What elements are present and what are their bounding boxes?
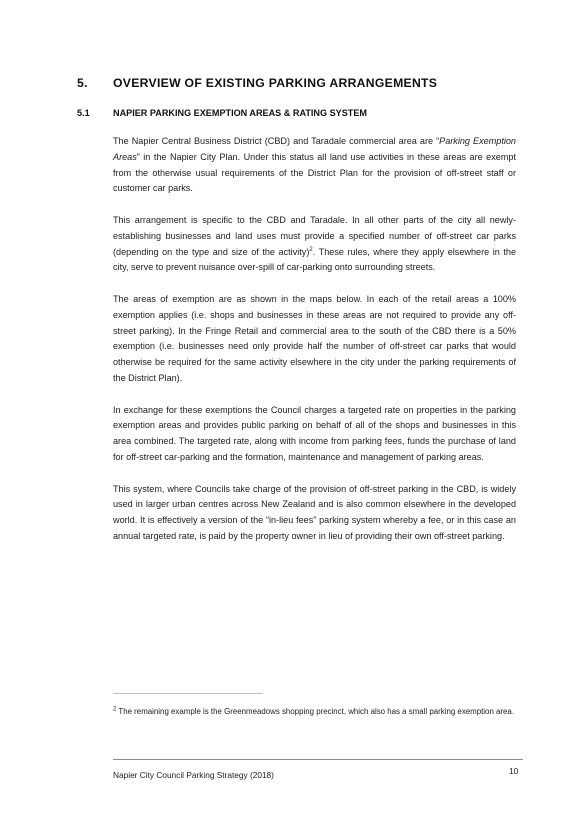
paragraph-2-text-a: This arrangement is specific to the CBD and Taradale. In all other parts of the city all newly-establishing businesses and land uses must provide a specified number of off-street car parks (depending on the type and size of the activity) xyxy=(113,214,516,257)
footnote xyxy=(113,705,523,719)
section-title: OVERVIEW OF EXISTING PARKING ARRANGEMENTS xyxy=(113,76,438,90)
footer-divider xyxy=(113,759,523,760)
paragraph-5: This system, where Councils take charge of the provision of off-street parking in the CBD, is widely used in larger urban centres across New Zealand and is also common elsewhere in the developed world. It is effectively a version of the “in-lieu fees” parking system whereby a fee, or in this case an annual targeted rate, is paid by the property owner in lieu of providing their own off-street parking. xyxy=(113,483,516,541)
footnote-reference[interactable]: 2 xyxy=(309,246,313,253)
paragraph-1 xyxy=(113,134,516,197)
body-text xyxy=(113,134,516,561)
paragraph-3: The areas of exemption are as shown in the maps below. In each of the retail areas a 100% exemption applies (i.e. shops and businesses in these areas are not required to provide any off-street parking). In the Fringe Retail and commercial area to the south of the CBD there is a 50% exemption (i.e. businesses need only provide half the number of off-street car parks that would otherwise be required for the same activity elsewhere in the city under the parking requirements of the District Plan). xyxy=(113,293,516,383)
paragraph-1-text-a: The Napier Central Business District (CBD) and Taradale commercial area are “ xyxy=(113,136,440,146)
subsection-title: NAPIER PARKING EXEMPTION AREAS & RATING SYSTEM xyxy=(113,108,367,118)
paragraph-1-emphasis: Parking Exemption Areas xyxy=(113,136,516,162)
paragraph-2 xyxy=(113,213,516,276)
footnote-text: The remaining example is the Greenmeadows shopping precinct, which also has a small parking exemption area. xyxy=(116,707,515,716)
footnote-marker: 2 xyxy=(113,706,117,713)
subsection-number: 5.1 xyxy=(77,108,90,118)
paragraph-1-text-b: ” in the Napier City Plan. Under this status all land use activities in these areas are exempt from the otherwise usual requirements of the District Plan for the provision of off-street staff or customer car parks. xyxy=(113,151,516,194)
paragraph-4: In exchange for these exemptions the Council charges a targeted rate on properties in the parking exemption areas and provides public parking on behalf of all of the shops and businesses in this area combined. The targeted rate, along with income from parking fees, funds the purchase of land for off-street car-parking and the formation, maintenance and management of parking areas. xyxy=(113,404,516,462)
paragraph-2-text-b: . These rules, where they apply elsewhere in the city, serve to prevent nuisance over-spill of car-parking onto surrounding streets. xyxy=(113,246,517,273)
subsection-heading xyxy=(77,108,367,118)
section-number: 5. xyxy=(77,76,88,90)
section-heading xyxy=(77,76,437,90)
footer-title: Napier City Council Parking Strategy (2018) xyxy=(113,770,274,780)
page-number: 10 xyxy=(509,766,519,776)
footnote-divider xyxy=(113,693,263,694)
